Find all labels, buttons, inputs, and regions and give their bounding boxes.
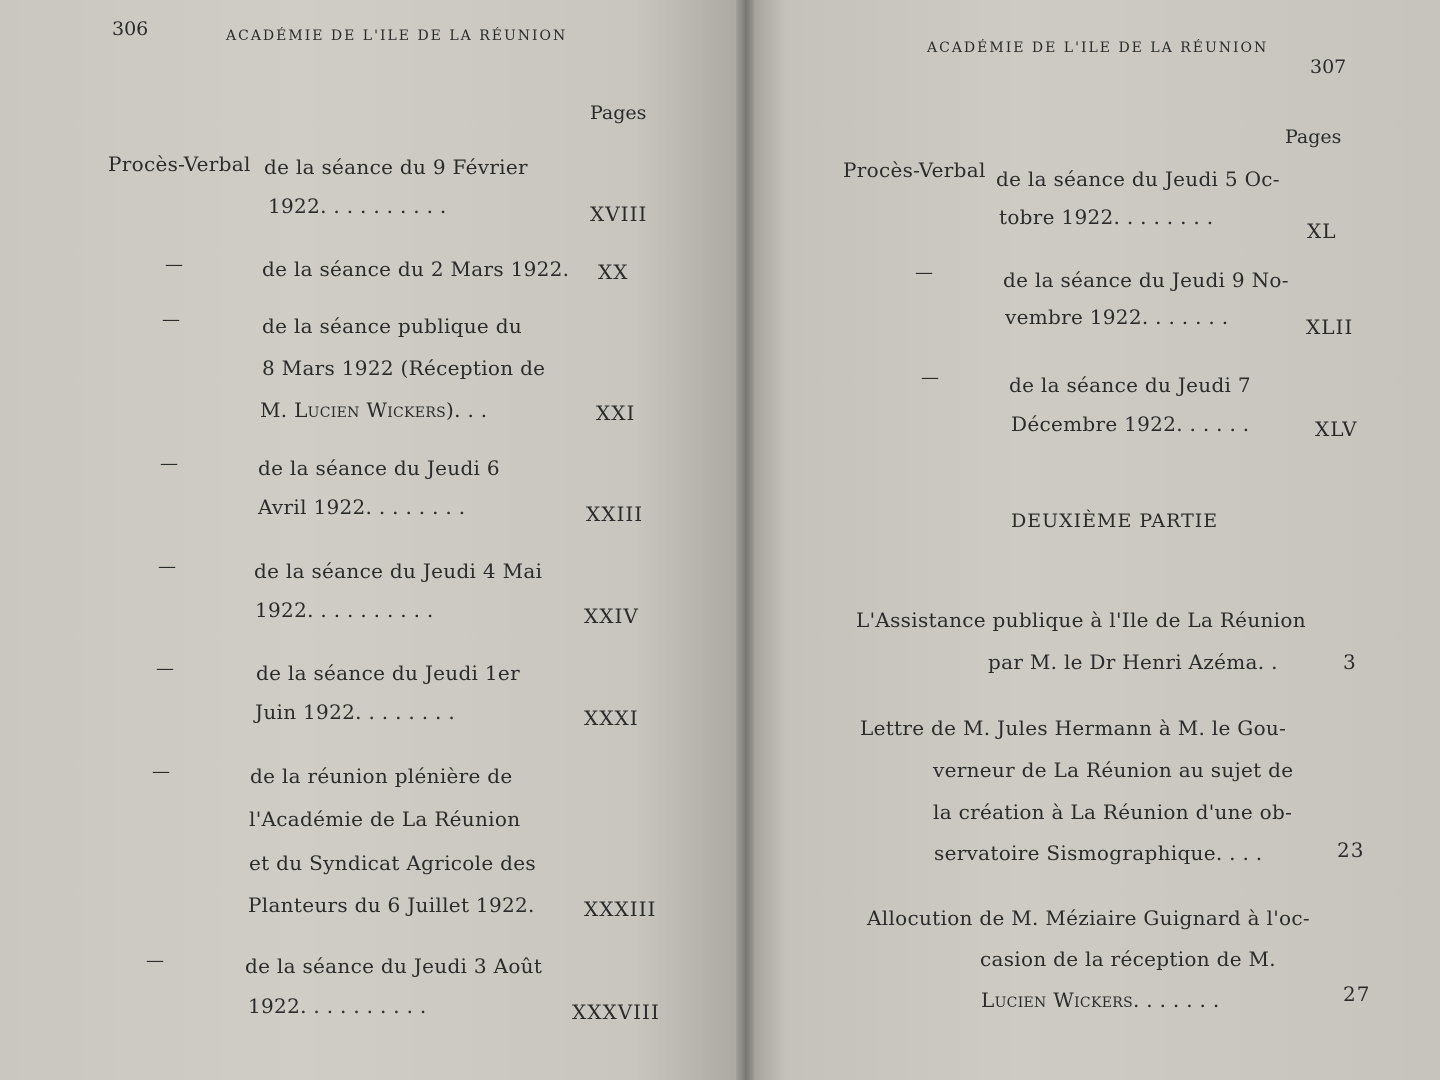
- ditto-dash: —: [160, 453, 178, 474]
- entry-line: de la séance du Jeudi 9 No-: [1003, 268, 1289, 292]
- ditto-dash: —: [921, 367, 939, 388]
- article-line: par M. le Dr Henri Azéma. .: [988, 650, 1278, 674]
- ditto-dash: —: [165, 254, 183, 275]
- article-page-number: 27: [1343, 982, 1371, 1006]
- entry-line: vembre 1922. . . . . . .: [1005, 305, 1229, 329]
- entry-line: et du Syndicat Agricole des: [249, 851, 536, 875]
- article-page-number: 23: [1337, 838, 1365, 862]
- entry-line: de la séance du Jeudi 4 Mai: [254, 559, 543, 583]
- entry-line: 1922. . . . . . . . . .: [268, 194, 447, 218]
- entry-line: de la séance du 9 Février: [264, 155, 528, 179]
- entry-page-number: XLII: [1306, 315, 1354, 339]
- entry-lead: Procès-Verbal: [843, 158, 986, 182]
- ditto-dash: —: [158, 556, 176, 577]
- entry-page-number: XXXI: [584, 706, 639, 730]
- pages-column-label: Pages: [1285, 126, 1342, 148]
- running-head: ACADÉMIE DE L'ILE DE LA RÉUNION: [226, 28, 568, 44]
- entry-line: Avril 1922. . . . . . . .: [258, 495, 466, 519]
- right-page: [745, 0, 1440, 1080]
- entry-page-number: XL: [1307, 219, 1337, 243]
- entry-page-number: XXXIII: [584, 897, 657, 921]
- ditto-dash: —: [152, 761, 170, 782]
- entry-page-number: XXIII: [586, 502, 644, 526]
- entry-line: de la séance publique du: [262, 314, 523, 338]
- entry-lead: Procès-Verbal: [108, 152, 251, 176]
- entry-line: de la séance du Jeudi 6: [258, 456, 500, 480]
- article-line: verneur de La Réunion au sujet de: [933, 758, 1294, 782]
- entry-line: Planteurs du 6 Juillet 1922.: [248, 893, 535, 917]
- article-line: servatoire Sismographique. . . .: [934, 841, 1263, 865]
- entry-line: tobre 1922. . . . . . . .: [999, 205, 1214, 229]
- ditto-dash: —: [156, 658, 174, 679]
- entry-page-number: XXI: [596, 401, 636, 425]
- pages-column-label: Pages: [590, 102, 647, 124]
- article-page-number: 3: [1343, 650, 1357, 674]
- entry-line: de la séance du Jeudi 7: [1009, 373, 1251, 397]
- ditto-dash: —: [146, 950, 164, 971]
- entry-page-number: XX: [598, 260, 629, 284]
- page-number: 306: [112, 18, 149, 40]
- entry-line: de la séance du Jeudi 3 Août: [245, 954, 543, 978]
- entry-line: M. Lucien Wickers). . .: [260, 398, 488, 422]
- entry-line: 1922. . . . . . . . . .: [248, 994, 427, 1018]
- article-line: la création à La Réunion d'une ob-: [933, 800, 1293, 824]
- entry-page-number: XVIII: [590, 202, 648, 226]
- entry-line: de la séance du Jeudi 1er: [256, 661, 520, 685]
- entry-line: Décembre 1922. . . . . .: [1011, 412, 1250, 436]
- book-gutter: [736, 0, 754, 1080]
- article-line: Allocution de M. Méziaire Guignard à l'oc-: [867, 906, 1310, 930]
- entry-line: 1922. . . . . . . . . .: [255, 598, 434, 622]
- entry-line: l'Académie de La Réunion: [249, 807, 521, 831]
- entry-line: de la séance du Jeudi 5 Oc-: [996, 167, 1280, 191]
- page-number: 307: [1310, 56, 1347, 78]
- article-line: Lettre de M. Jules Hermann à M. le Gou-: [860, 716, 1287, 740]
- article-line: Lucien Wickers. . . . . . .: [981, 988, 1220, 1012]
- entry-page-number: XXIV: [584, 604, 639, 628]
- section-heading: DEUXIÈME PARTIE: [1011, 510, 1219, 532]
- entry-page-number: XLV: [1315, 417, 1358, 441]
- entry-line: Juin 1922. . . . . . . .: [255, 700, 455, 724]
- ditto-dash: —: [915, 262, 933, 283]
- entry-line: de la réunion plénière de: [250, 764, 513, 788]
- entry-page-number: XXXVIII: [572, 1000, 660, 1024]
- ditto-dash: —: [162, 309, 180, 330]
- entry-line: 8 Mars 1922 (Réception de: [262, 356, 546, 380]
- running-head: ACADÉMIE DE L'ILE DE LA RÉUNION: [927, 40, 1269, 56]
- article-line: casion de la réception de M.: [980, 947, 1276, 971]
- entry-line: de la séance du 2 Mars 1922.: [262, 257, 570, 281]
- article-line: L'Assistance publique à l'Ile de La Réunion: [856, 608, 1306, 632]
